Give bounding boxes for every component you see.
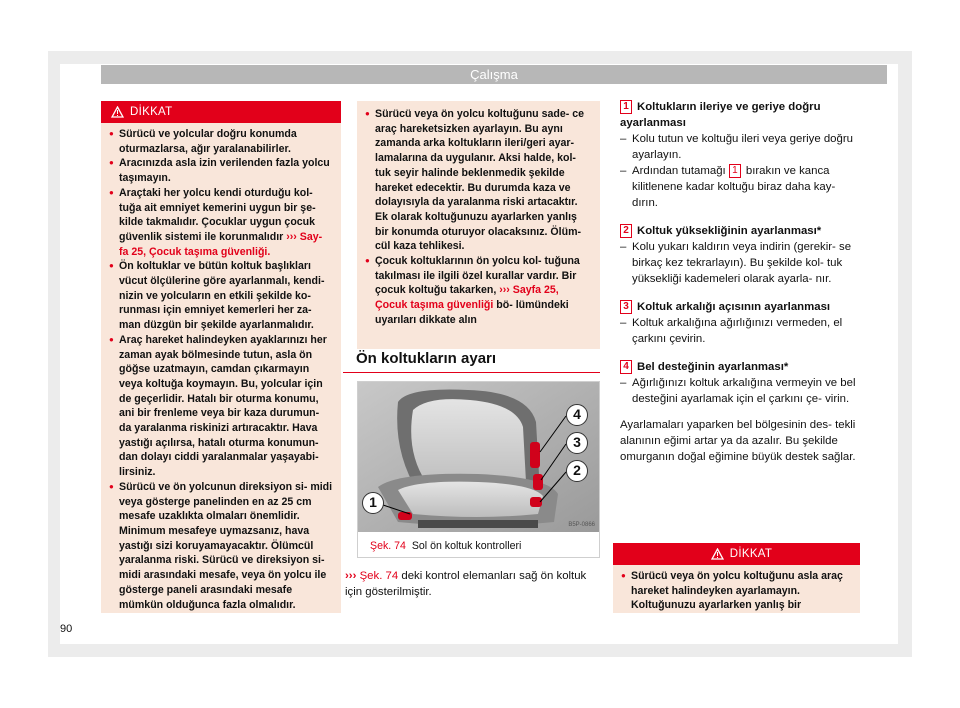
step-number: 1 <box>620 100 632 114</box>
callout-1: 1 <box>362 492 384 514</box>
warning-item <box>109 186 333 260</box>
step-heading <box>620 99 860 131</box>
warning-item: ● Aracınızda asla izin verilenden fazla yolcu taşımayın. <box>109 156 333 185</box>
step-title: Koltuk yüksekliğinin ayarlanması* <box>637 225 822 237</box>
figure-caption-text: Sol ön koltuk kontrolleri <box>411 540 522 552</box>
intro-text <box>345 568 603 600</box>
section-divider <box>343 372 600 373</box>
link-arrow-icon: ››› <box>286 230 297 243</box>
step-heading <box>620 299 860 315</box>
warning-item: ● Araç hareket halindeyken ayaklarınızı her zaman ayak bölmesinde tutun, asla ön göğse uzatmayın, camdan çıkarmayın veya koltuğa koymayın. Bu, yolcular için de geçerlidir. Hatalı bir oturma konumu, ani bir frenleme veya bir kaza durumun- da yaralanma riskinizi artıracaktır. Hava yastığı açılırsa, hatalı oturma konumun- dan dolayı ciddi yaralanmalar yaşayabi- lirsiniz. <box>109 333 333 480</box>
warning-label: DİKKAT <box>130 106 173 118</box>
warning-item <box>365 254 592 328</box>
step-heading <box>620 223 860 239</box>
callout-4: 4 <box>566 404 588 426</box>
step-text: Ardından tutamağı <box>632 165 726 177</box>
step-title: Koltuk arkalığı açısının ayarlanması <box>637 301 831 313</box>
warning-box-2 <box>357 101 600 349</box>
warning-item-text: bö- lümündeki uyarıları dikkate alın <box>375 299 569 326</box>
steps-column <box>620 99 860 465</box>
seat-illustration <box>358 382 599 532</box>
callout-3: 3 <box>566 432 588 454</box>
warning-item: ● Sürücü ve ön yolcunun direksiyon si- midi veya gösterge panelinden en az 25 cm mesafe uzaklıkta olmaları önemlidir. Minimum mesafeye uymazsanız, hava yastığı sizi koruyamayacaktır. Ölümcül yaralanma riski. Sürücü ve direksiyon si- midi arasındaki mesafe, veya ön yolcu ile gösterge paneli arasındaki mesafe mümkün olduğunca fazla olmalıdır. <box>109 480 333 612</box>
warning-item-text: Çocuk koltuklarının ön yolcu kol- tuğuna takılması ile ilgili özel kurallar vardır. Bir çocuk koltuğu takarken, <box>375 255 580 297</box>
warning-triangle-icon <box>111 106 124 118</box>
cross-reference-link[interactable]: Sayfa 25, Çocuk taşıma güvenliği <box>375 284 559 312</box>
figure-ref: Şek. 74 <box>370 540 406 552</box>
warning-body <box>357 101 600 328</box>
warning-item: ● Sürücü ve yolcular doğru konumda oturmazlarsa, ağır yaralanabilirler. <box>109 127 333 156</box>
warning-box-1 <box>101 101 341 613</box>
step-title: Koltukların ileriye ve geriye doğru ayarlanması <box>620 101 821 129</box>
warning-label: DİKKAT <box>729 548 773 560</box>
seat-figure <box>357 381 600 558</box>
step-item: – Kolu yukarı kaldırın veya indirin (gerekir- se birkaç kez tekrarlayın). Bu şekilde kol- tuk yüksekliği kademeleri olarak ayarla- nır. <box>620 239 860 287</box>
intro-text-body: deki kontrol elemanları sağ ön koltuk için gösterilmiştir. <box>345 570 587 598</box>
warning-item-text: Araçtaki her yolcu kendi oturduğu kol- tuğa ait emniyet kemerini uygun bir şe- kilde takmalıdır. Çocuklar uygun çocuk güvenlik sistemi ile korunmalıdır <box>119 186 316 243</box>
step-item: – Ağırlığınızı koltuk arkalığına vermeyin ve bel desteğini ayarlamak için el çarkını çe- virin. <box>620 375 860 407</box>
warning-header <box>101 101 341 123</box>
step-item <box>620 163 860 211</box>
warning-item: ● Sürücü veya ön yolcu koltuğunu asla araç hareket halindeyken ayarlamayın. Koltuğunuzu ayarlarken yanlış bir <box>621 569 852 613</box>
step-item: – Kolu tutun ve koltuğu ileri veya geriye doğru ayarlayın. <box>620 131 860 163</box>
warning-item: ● Sürücü veya ön yolcu koltuğunu sade- ce araç hareketsizken ayarlayın. Bu aynı zamanda arka koltukların ileri/geri ayar- lamalarına da uygulanır. Aksi halde, kol- tuk seyir halinde beklenmedik şekilde hareket edecektir. Bu durumda kaza ve dolayısıyla da yaralanma riski artacaktır. Ek olarak koltuğunuzu ayarlarken yanlış bir konumda oturuyor olacaksınız. Ölüm- cül kaza tehlikesi. <box>365 107 592 254</box>
chapter-header: Çalışma <box>101 65 887 84</box>
link-arrow-icon: ››› <box>345 570 357 582</box>
warning-item: ● Ön koltuklar ve bütün koltuk başlıkları vücut ölçülerine göre ayarlanmalı, kendi- nizin ve yolcuların en etkili şekilde ko- runması için emniyet kemerleri her za- man düzgün bir şekilde ayarlanmalıdır. <box>109 259 333 333</box>
step-text: bırakın ve kanca kilitlenene kadar koltuğu biraz daha kay- dırın. <box>632 165 836 209</box>
step-title: Bel desteğinin ayarlanması* <box>637 361 789 373</box>
warning-triangle-icon <box>711 548 724 560</box>
step-number: 2 <box>620 224 632 238</box>
page-number: 90 <box>60 623 73 635</box>
warning-box-3 <box>613 543 860 613</box>
callout-2: 2 <box>566 460 588 482</box>
figure-caption <box>370 540 521 552</box>
warning-header <box>613 543 860 565</box>
step-number: 3 <box>620 300 632 314</box>
section-title: Ön koltukların ayarı <box>356 350 497 367</box>
step-number: 4 <box>620 360 632 374</box>
step-item: – Koltuk arkalığına ağırlığınızı vermeden, el çarkını çevirin. <box>620 315 860 347</box>
warning-body <box>101 123 341 612</box>
warning-body <box>613 565 860 613</box>
figure-code: B5P-0866 <box>568 522 595 528</box>
figure-link[interactable]: Şek. 74 <box>359 570 399 582</box>
step-heading <box>620 359 860 375</box>
step-number-ref: 1 <box>729 164 741 178</box>
cross-reference-link[interactable]: Say- fa 25, Çocuk taşıma güvenliği. <box>119 230 323 258</box>
closing-paragraph: Ayarlamaları yaparken bel bölgesinin des- tekli alanının eğimi artar ya da azalır. Bu şekilde omurganın doğal eğimine büyük destek sağlar. <box>620 419 856 463</box>
link-arrow-icon: ››› <box>499 284 510 297</box>
